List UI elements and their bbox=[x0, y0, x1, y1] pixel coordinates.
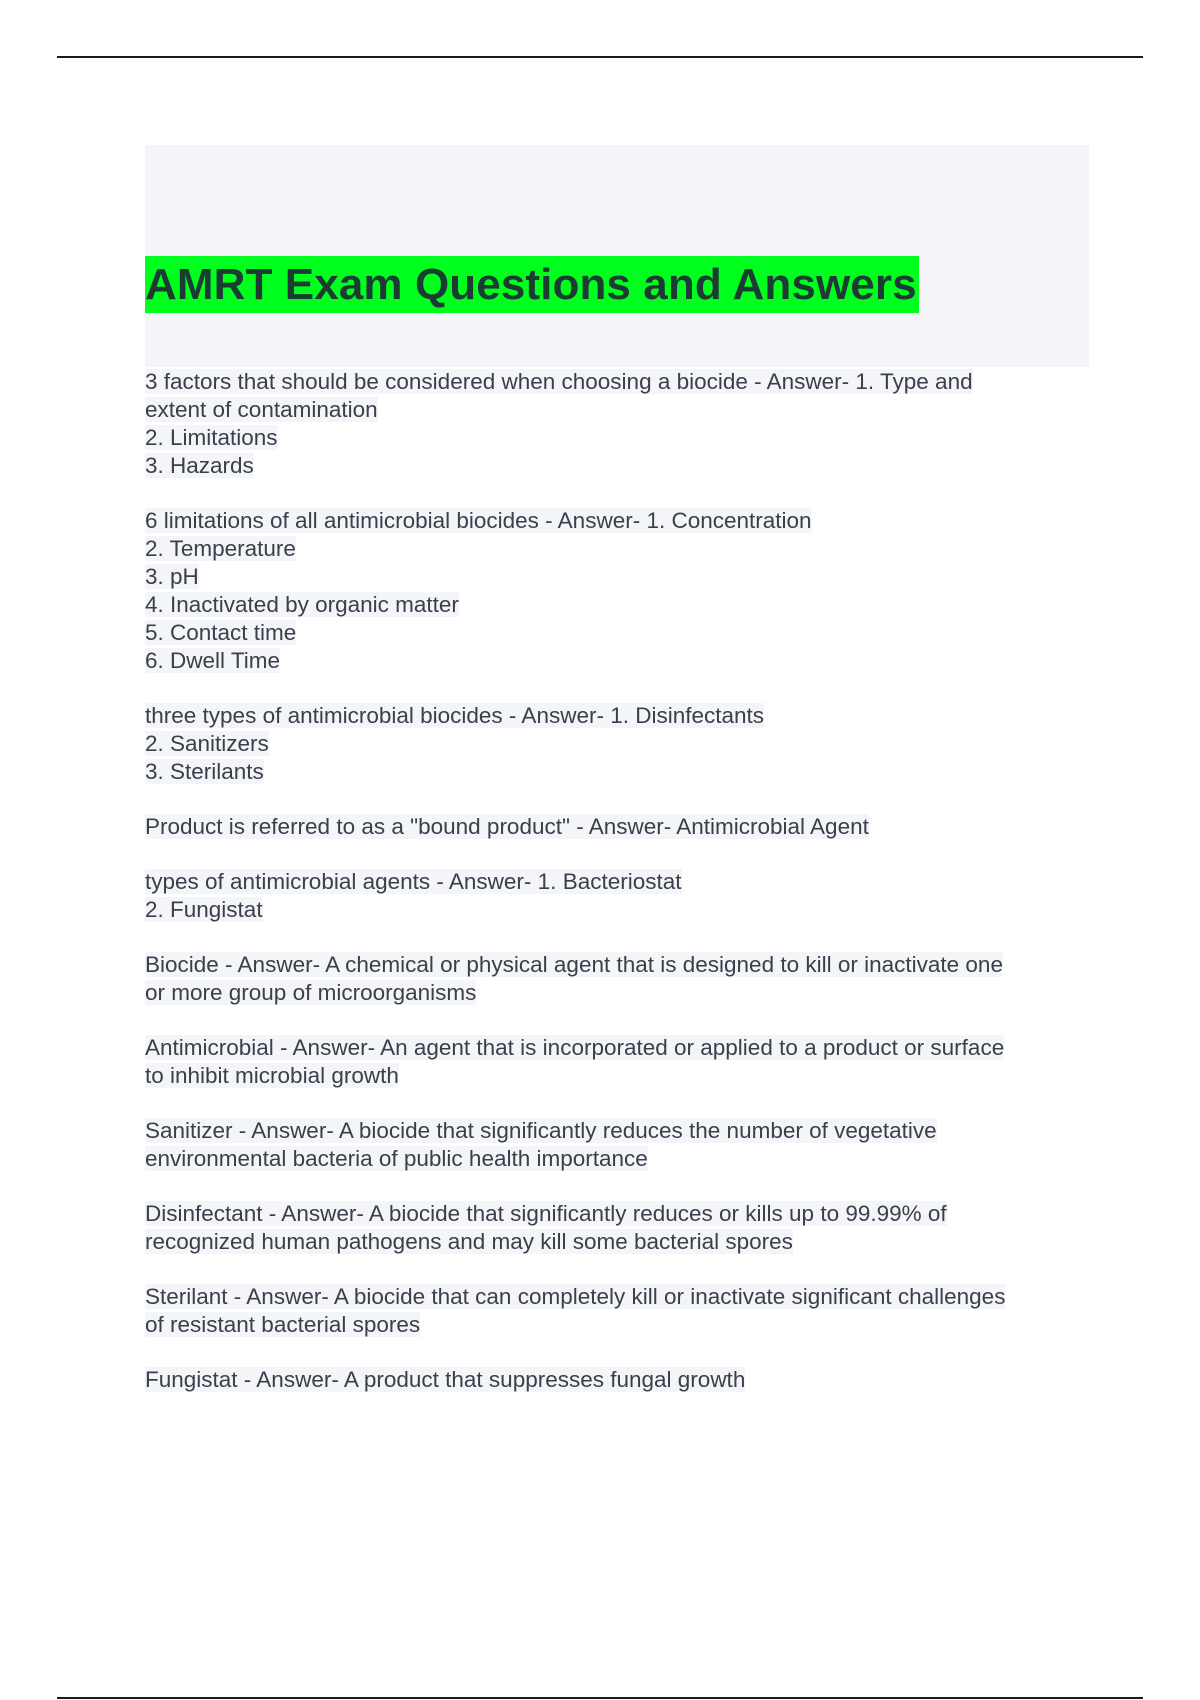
qa-entry-antimicrobial-agent-types bbox=[145, 868, 1075, 924]
qa-line: 3. Hazards bbox=[145, 453, 254, 478]
qa-entry-sterilant bbox=[145, 1283, 1075, 1339]
qa-line: extent of contamination bbox=[145, 397, 378, 422]
qa-line: of resistant bacterial spores bbox=[145, 1312, 421, 1337]
qa-entry-antimicrobial bbox=[145, 1034, 1075, 1090]
qa-line: Sanitizer - Answer- A biocide that significantly reduces the number of vegetative bbox=[145, 1118, 937, 1143]
qa-entry-biocide-types bbox=[145, 702, 1075, 786]
qa-entry-biocide-limitations bbox=[145, 507, 1075, 675]
top-rule bbox=[57, 56, 1143, 58]
qa-line: environmental bacteria of public health importance bbox=[145, 1146, 648, 1171]
qa-line: 2. Temperature bbox=[145, 536, 296, 561]
bottom-rule bbox=[57, 1697, 1143, 1699]
qa-line: recognized human pathogens and may kill some bacterial spores bbox=[145, 1229, 793, 1254]
qa-entry-disinfectant bbox=[145, 1200, 1075, 1256]
page-title: AMRT Exam Questions and Answers bbox=[145, 256, 919, 313]
qa-line: Disinfectant - Answer- A biocide that significantly reduces or kills up to 99.99% of bbox=[145, 1201, 947, 1226]
qa-line: 4. Inactivated by organic matter bbox=[145, 592, 459, 617]
qa-line: types of antimicrobial agents - Answer- 1. Bacteriostat bbox=[145, 869, 682, 894]
qa-line: 2. Fungistat bbox=[145, 897, 263, 922]
qa-line: 5. Contact time bbox=[145, 620, 297, 645]
qa-entry-fungistat bbox=[145, 1366, 1075, 1394]
qa-line: Product is referred to as a "bound product" - Answer- Antimicrobial Agent bbox=[145, 814, 869, 839]
qa-line: Fungistat - Answer- A product that suppresses fungal growth bbox=[145, 1367, 746, 1392]
qa-entry-bound-product bbox=[145, 813, 1075, 841]
qa-line: 2. Sanitizers bbox=[145, 731, 269, 756]
qa-entry-sanitizer bbox=[145, 1117, 1075, 1173]
qa-line: Antimicrobial - Answer- An agent that is incorporated or applied to a product or surface bbox=[145, 1035, 1005, 1060]
qa-entry-biocide bbox=[145, 951, 1075, 1007]
qa-line: 3 factors that should be considered when choosing a biocide - Answer- 1. Type and bbox=[145, 369, 973, 394]
qa-line: 2. Limitations bbox=[145, 425, 278, 450]
qa-line: Biocide - Answer- A chemical or physical agent that is designed to kill or inactivate one bbox=[145, 952, 1003, 977]
qa-line: 6 limitations of all antimicrobial biocides - Answer- 1. Concentration bbox=[145, 508, 812, 533]
qa-line: Sterilant - Answer- A biocide that can completely kill or inactivate significant challenges bbox=[145, 1284, 1006, 1309]
qa-line: 6. Dwell Time bbox=[145, 648, 281, 673]
qa-line: 3. Sterilants bbox=[145, 759, 264, 784]
qa-line: to inhibit microbial growth bbox=[145, 1063, 399, 1088]
qa-list bbox=[145, 368, 1075, 1394]
qa-entry-biocide-factors bbox=[145, 368, 1075, 480]
qa-line: three types of antimicrobial biocides - Answer- 1. Disinfectants bbox=[145, 703, 765, 728]
qa-line: or more group of microorganisms bbox=[145, 980, 477, 1005]
qa-line: 3. pH bbox=[145, 564, 199, 589]
